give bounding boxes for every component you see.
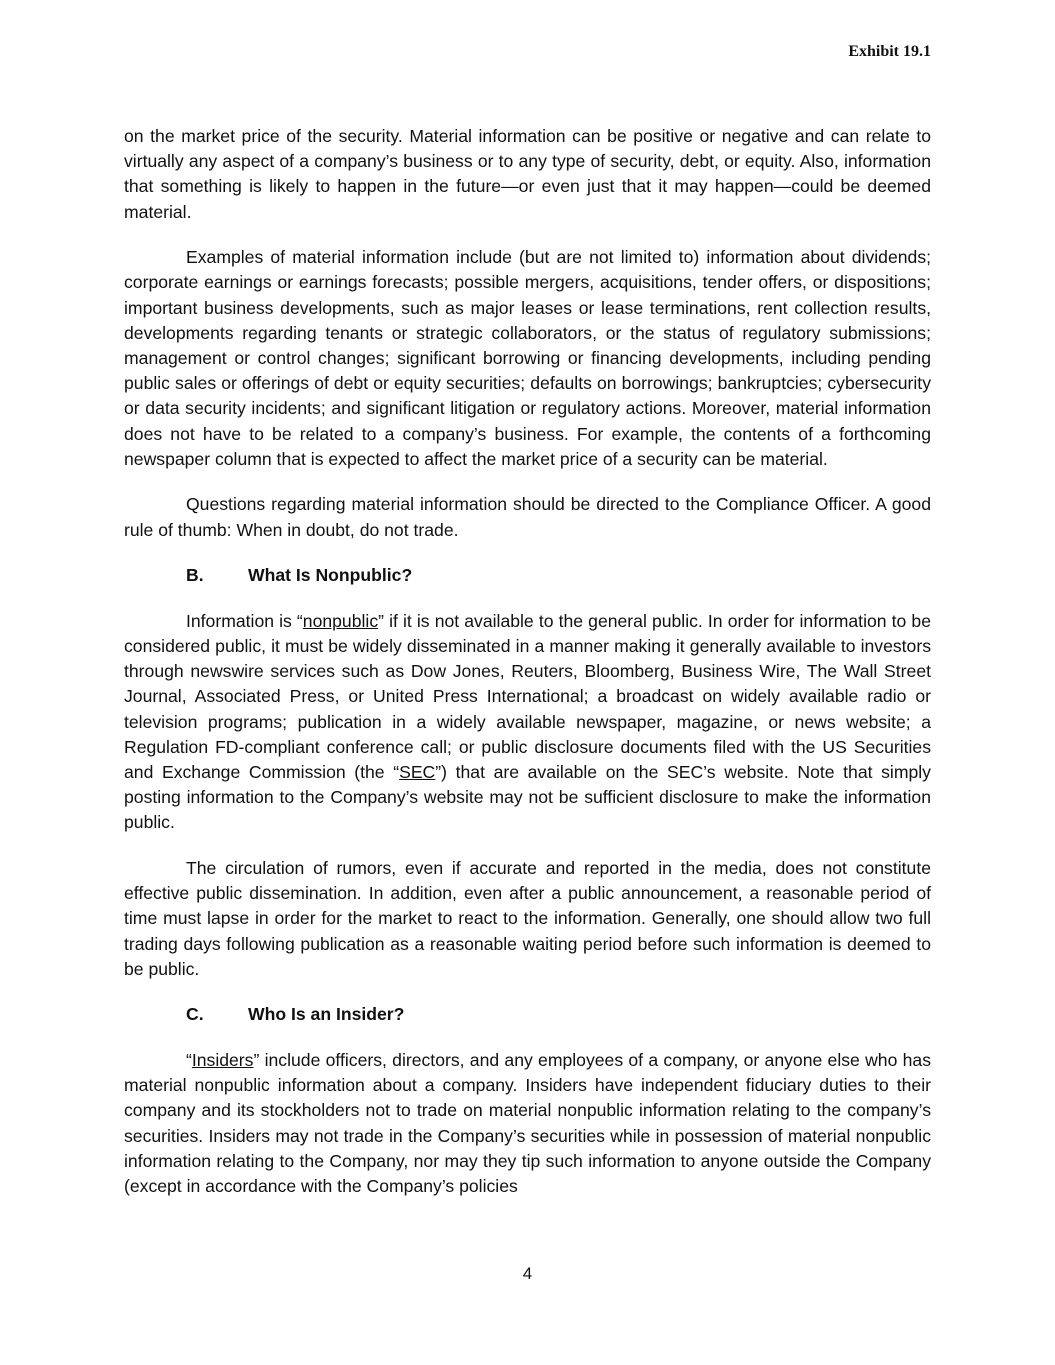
paragraph-rumors: The circulation of rumors, even if accurate and reported in the media, does not constitute effective public dissemination. In addition, even after a public announcement, a reasonable period of time must lapse in order for the market to react to the information. Generally, one should allow two full trading days following publication as a reasonable waiting period before such information is deemed to be public. [124, 858, 931, 979]
paragraph-nonpublic-definition: Information is “nonpublic” if it is not available to the general public. In order for information to be considered public, it must be widely disseminated in a manner making it generally available to investors through newswire services such as Dow Jones, Reuters, Bloomberg, Business Wire, The Wall Street Journal, Associated Press, or United Press International; a broadcast on widely available radio or television programs; publication in a widely available newspaper, magazine, or news website; a Regulation FD-compliant conference call; or public disclosure documents filed with the US Securities and Exchange Commission (the “SEC”) that are available on the SEC’s website. Note that simply posting information to the Company’s website may not be sufficient disclosure to make the information public. [124, 610, 931, 833]
paragraph-material-continued: on the market price of the security. Material information can be positive or negative and can relate to virtually any aspect of a company’s business or to any type of security, debt, or equity. Also, information that something is likely to happen in the future—or even just that it may happen—could be deemed material. [124, 126, 931, 222]
section-letter: B. [186, 565, 204, 586]
defined-term-insiders: Insiders [191, 1050, 254, 1071]
section-title: Who Is an Insider? [248, 1004, 405, 1025]
page-number: 4 [522, 1264, 533, 1283]
section-heading-insider [124, 1002, 931, 1027]
paragraph-insider-definition: “Insiders” include officers, directors, and any employees of a company, or anyone else who has material nonpublic information about a company. Insiders have independent fiduciary duties to their company and its stockholders not to trade on material nonpublic information relating to the company’s securities. Insiders may not trade in the Company’s securities while in possession of material nonpublic information relating to the Company, nor may they tip such information to anyone outside the Company (except in accordance with the Company’s policies [124, 1050, 931, 1197]
defined-term-nonpublic: nonpublic [302, 610, 379, 631]
section-title: What Is Nonpublic? [248, 565, 413, 586]
document-body [124, 124, 931, 1220]
paragraph-material-questions: Questions regarding material information should be directed to the Compliance Officer. A good rule of thumb: When in doubt, do not trade. [124, 494, 931, 540]
section-letter: C. [186, 1004, 204, 1025]
defined-term-sec: SEC [399, 762, 436, 783]
paragraph-material-examples: Examples of material information include (but are not limited to) information about dividends; corporate earnings or earnings forecasts; possible mergers, acquisitions, tender offers, or dispositions; important business developments, such as major leases or lease terminations, rent collection results, developments regarding tenants or strategic collaborators, or the status of regulatory submissions; management or control changes; significant borrowing or financing developments, including pending public sales or offerings of debt or equity securities; defaults on borrowings; bankruptcies; cybersecurity or data security incidents; and significant litigation or regulatory actions. Moreover, material information does not have to be related to a company’s business. For example, the contents of a forthcoming newspaper column that is expected to affect the market price of a security can be material. [124, 247, 931, 469]
section-heading-nonpublic [124, 563, 931, 588]
exhibit-label: Exhibit 19.1 [848, 43, 931, 60]
